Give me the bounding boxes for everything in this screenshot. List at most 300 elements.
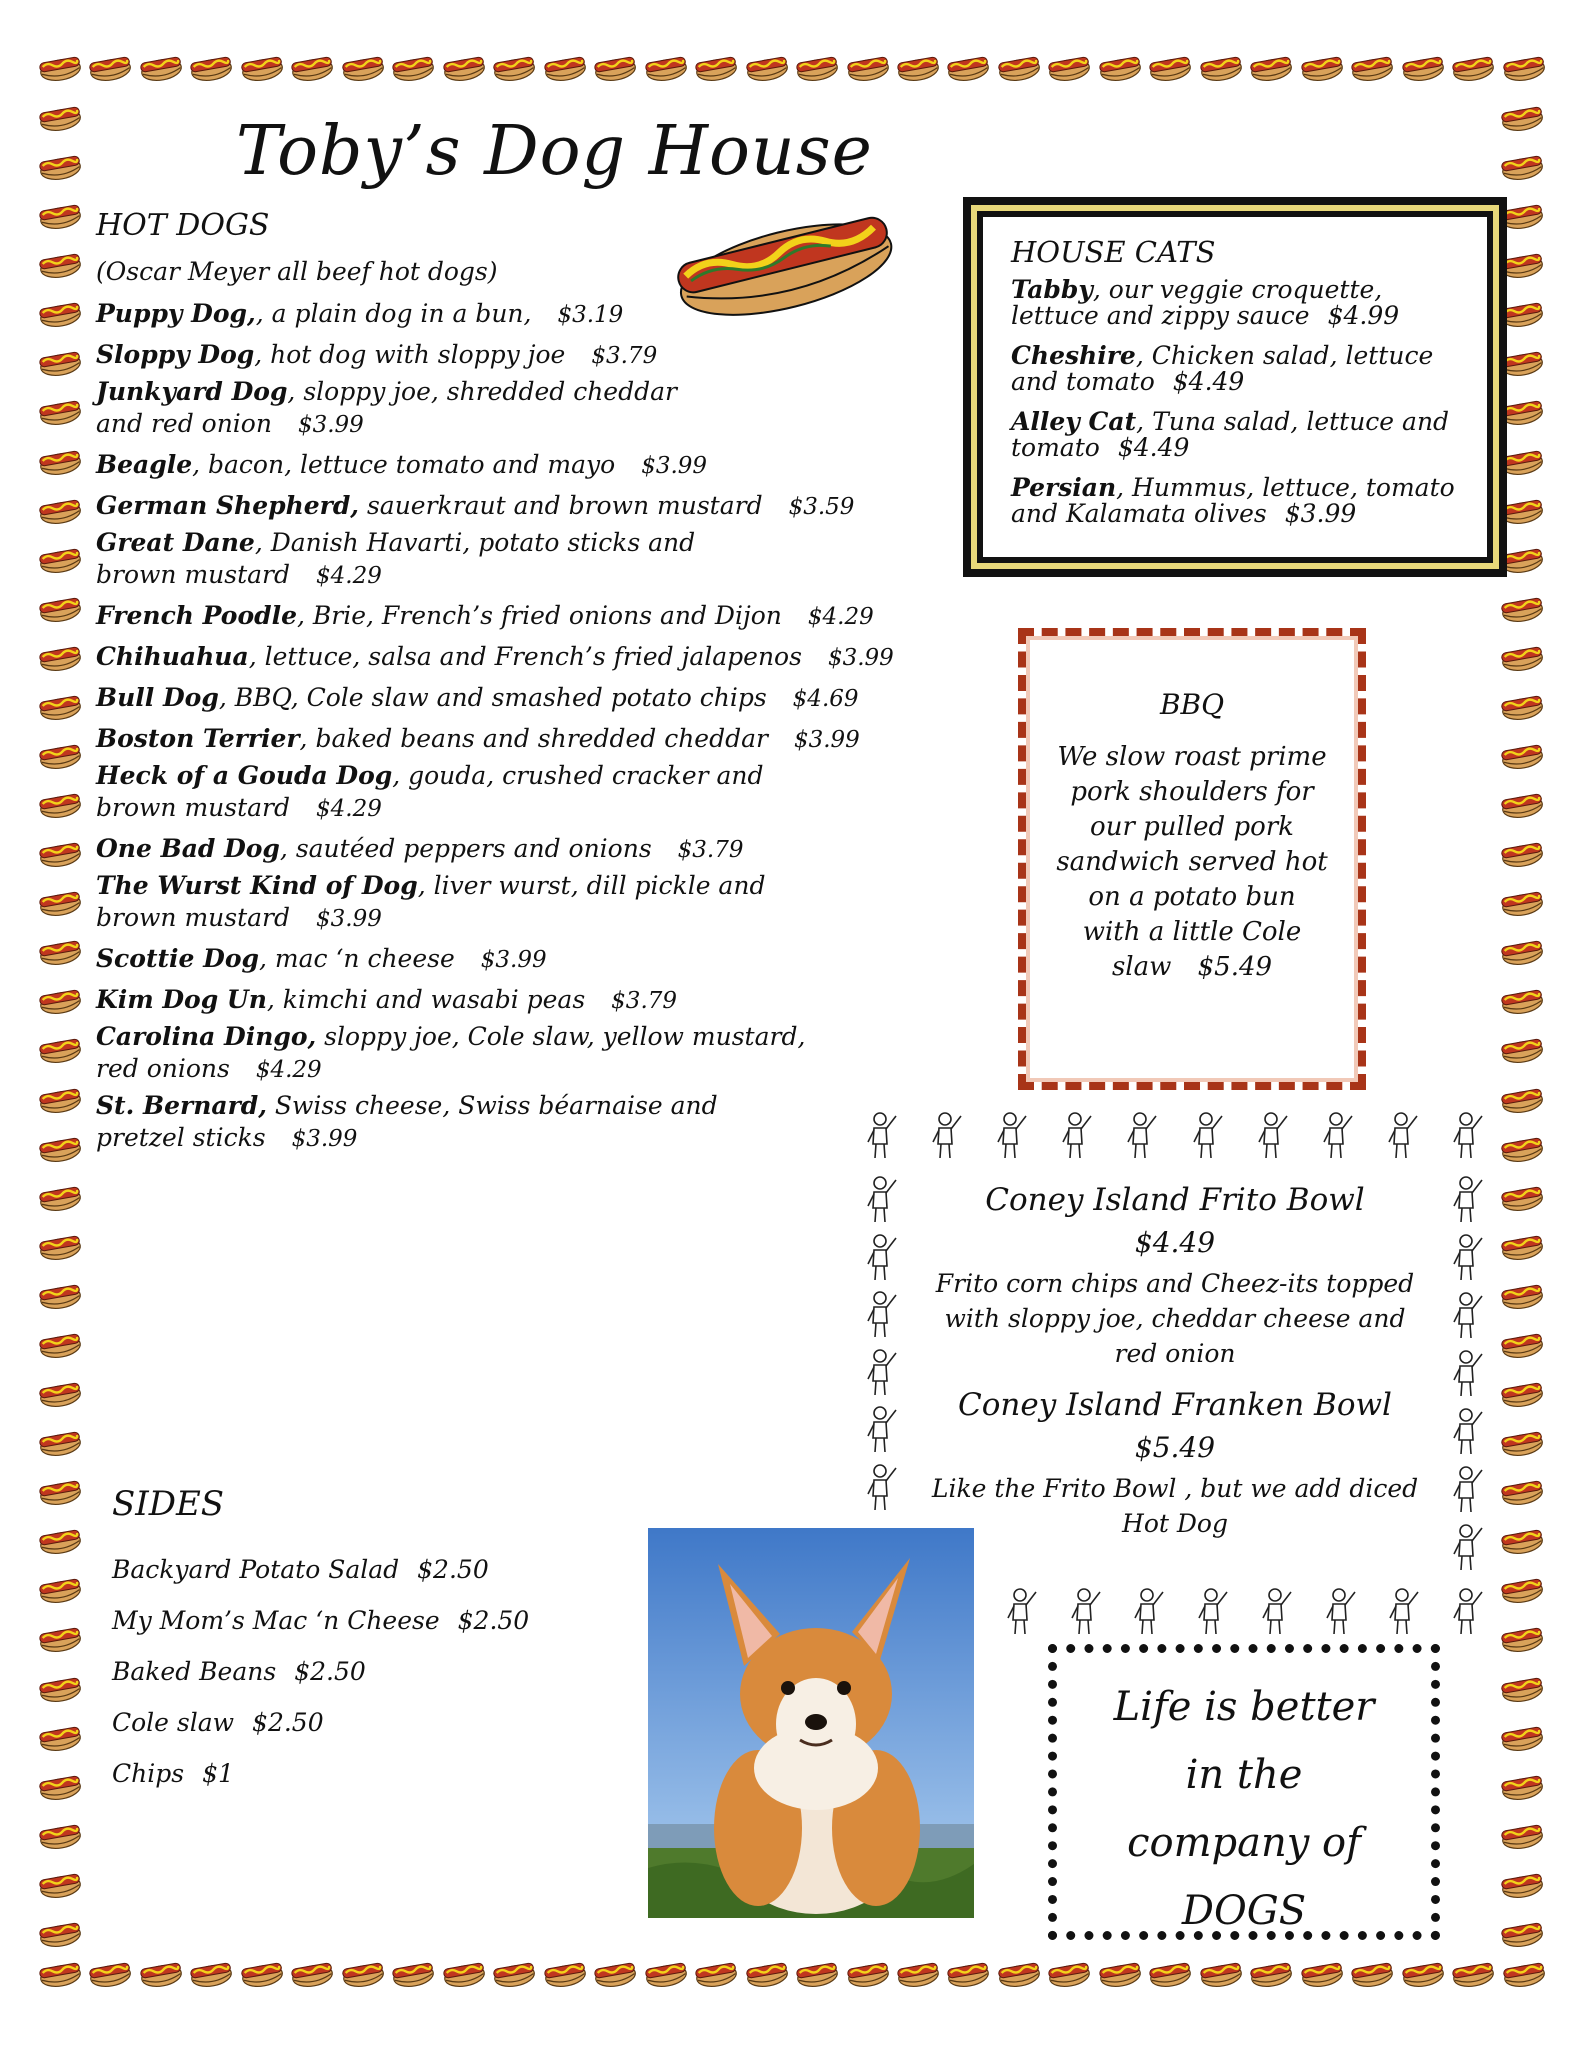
hot-dog-icon [1500,1032,1544,1066]
item-price: $4.29 [255,1057,322,1083]
bowl-description: Frito corn chips and Cheez-its topped with sloppy joe, cheddar cheese and red onion [935,1269,1415,1368]
person-waving-icon [1446,1290,1490,1342]
item-name: St. Bernard, [96,1091,267,1120]
item-name: Junkyard Dog [96,377,288,406]
person-waving-icon [1382,1586,1426,1638]
person-waving-icon [1064,1586,1108,1638]
quote-text [1057,1673,1431,1945]
item-price: $3.99 [793,727,860,753]
side-item [112,1544,632,1595]
hot-dog-icon [492,1956,536,1990]
item-description: , gouda, crushed cracker and [392,761,764,790]
house-cats-heading: HOUSE CATS [1011,235,1216,269]
side-item [112,1697,632,1748]
hot-dog-icon [946,50,990,84]
item-price: $4.29 [316,796,382,822]
hot-dog-icon [38,1131,82,1165]
person-waving-icon [860,1462,904,1514]
hot-dog-icon [391,1956,435,1990]
hot-dog-icon [240,1956,284,1990]
hot-dog-icon [38,1621,82,1655]
item-name: German Shepherd, [96,491,360,520]
item-name: Carolina Dingo, [96,1022,317,1051]
sides-heading: SIDES [112,1484,225,1524]
item-price: $4.99 [1327,301,1400,330]
hot-dog-icon [492,50,536,84]
hot-dog-icon [745,1956,789,1990]
hot-dog-icon [38,493,82,527]
hot-dog-icon [38,983,82,1017]
hot-dog-icon [1300,50,1344,84]
hot-dog-icon [38,1671,82,1705]
item-name: Puppy Dog, [96,299,256,328]
hot-dog-icon [1500,689,1544,723]
hot-dog-item [96,637,956,678]
item-description: , hot dog with sloppy joe [254,340,566,369]
hot-dog-border-bottom [38,1956,1546,1990]
hot-dog-icon [1500,983,1544,1017]
hot-dog-icon [38,1769,82,1803]
person-waving-icon [1446,1406,1490,1458]
hot-dog-icon [1350,1956,1394,1990]
hot-dog-item [96,870,956,935]
hot-dog-icon [38,1180,82,1214]
item-name: Cheshire [1011,341,1136,370]
item-name: The Wurst Kind of Dog [96,871,418,900]
hot-dog-icon [38,296,82,330]
hot-dog-item [96,939,956,980]
hot-dog-icon [1401,50,1445,84]
hot-dog-icon [38,394,82,428]
hot-dog-icon [946,1956,990,1990]
hot-dog-icon [442,1956,486,1990]
item-name: Beagle [96,450,193,479]
corgi-photo [648,1528,974,1918]
hot-dog-item [96,829,956,870]
hot-dog-icon [1500,1180,1544,1214]
item-price: $3.99 [641,453,708,479]
item-name: Tabby [1011,275,1093,304]
hot-dog-icon [38,1867,82,1901]
bbq-price: $5.49 [1197,952,1273,982]
bbq-description [1056,740,1328,985]
item-name: My Mom’s Mac ‘n Cheese [112,1606,440,1635]
hot-dog-item [96,376,956,441]
hot-dog-icon [341,50,385,84]
hot-dog-icon [38,345,82,379]
hot-dogs-section [96,208,956,1159]
hot-dog-icon [38,1032,82,1066]
hot-dog-item [96,596,956,637]
hot-dog-icon [38,1474,82,1508]
hot-dog-icon [1500,1082,1544,1116]
item-description: , sautéed peppers and onions [279,834,652,863]
hot-dog-icon [694,50,738,84]
hot-dog-icon [644,1956,688,1990]
hot-dogs-heading: HOT DOGS [96,208,270,243]
item-price: $3.99 [297,412,364,438]
item-description: , Hummus, lettuce, tomato and Kalamata olives [1011,473,1455,528]
hot-dog-icon [38,934,82,968]
hot-dog-icon [38,444,82,478]
hot-dog-icon [1500,1916,1544,1950]
hot-dog-item [96,719,956,760]
hot-dog-icon [846,1956,890,1990]
person-waving-icon [1446,1348,1490,1400]
hot-dog-icon [1047,50,1091,84]
item-name: Boston Terrier [96,724,300,753]
side-item [112,1748,632,1799]
hot-dog-icon [38,1278,82,1312]
coney-bowls [930,1180,1420,1555]
person-waving-icon [860,1110,904,1162]
person-waving-icon [860,1232,904,1284]
item-price: $2.50 [252,1708,324,1737]
person-border-bottom [1000,1586,1490,1638]
hot-dog-icon [38,1523,82,1557]
bowl-name: Coney Island Franken Bowl [958,1387,1392,1423]
hot-dog-icon [745,50,789,84]
item-name: Baked Beans [112,1657,277,1686]
item-price: $3.79 [677,837,744,863]
hot-dog-icon [1300,1956,1344,1990]
item-name: Kim Dog Un [96,985,267,1014]
item-price: $3.99 [1284,499,1357,528]
person-waving-icon [1381,1110,1425,1162]
bbq-box [1018,628,1366,1090]
item-price: $2.50 [457,1606,530,1635]
hot-dog-icon [38,1956,82,1990]
hot-dog-icon [593,1956,637,1990]
person-waving-icon [860,1404,904,1456]
item-price: $3.99 [316,906,382,932]
item-description: Swiss cheese, Swiss béarnaise and [266,1091,718,1120]
hot-dog-icon [1500,1425,1544,1459]
hot-dog-item [96,760,956,825]
person-waving-icon [1319,1586,1363,1638]
hot-dog-icon [38,1720,82,1754]
item-name: French Poodle [96,601,298,630]
hot-dog-icon [1500,1229,1544,1263]
hot-dog-icon [1500,1818,1544,1852]
hot-dog-icon [694,1956,738,1990]
item-name: One Bad Dog [96,834,280,863]
hot-dog-icon [38,542,82,576]
hot-dog-icon [1500,149,1544,183]
hot-dog-icon [997,50,1041,84]
person-waving-icon [860,1347,904,1399]
hot-dog-icon [1502,50,1546,84]
item-name: Alley Cat [1011,407,1137,436]
person-waving-icon [860,1289,904,1341]
hot-dog-icon [1199,50,1243,84]
bowl-franken [930,1385,1420,1541]
hot-dog-icon [1500,591,1544,625]
hot-dog-icon [644,50,688,84]
item-description: , baked beans and shredded cheddar [299,724,768,753]
house-cats-list [1011,277,1459,527]
hot-dog-icon [38,198,82,232]
quote-line: DOGS [1181,1888,1307,1934]
hot-dog-icon [38,1327,82,1361]
hot-dog-icon [1500,787,1544,821]
person-waving-icon [1446,1174,1490,1226]
hot-dog-icon [896,1956,940,1990]
house-cat-item [1011,343,1459,395]
hot-dog-icon [88,1956,132,1990]
item-price: $3.79 [611,988,678,1014]
hot-dog-icon [38,1376,82,1410]
hot-dog-icon [38,1916,82,1950]
hot-dog-icon [38,1572,82,1606]
hot-dog-item [96,527,956,592]
hot-dog-border-top [38,50,1546,84]
item-name: Scottie Dog [96,944,259,973]
person-waving-icon [1055,1110,1099,1162]
person-waving-icon [1251,1110,1295,1162]
bowl-name: Coney Island Frito Bowl [985,1182,1365,1218]
hot-dog-icon [38,885,82,919]
item-description: , lettuce, salsa and French’s fried jalapenos [248,642,802,671]
hot-dog-icon [1401,1956,1445,1990]
hot-dog-icon [1500,1572,1544,1606]
hot-dog-icon [240,50,284,84]
hot-dog-icon [543,1956,587,1990]
person-waving-icon [1446,1232,1490,1284]
hot-dog-icon [391,50,435,84]
hot-dog-icon [1148,50,1192,84]
item-price: $1 [202,1759,234,1788]
item-description-line2: brown mustard [96,793,290,822]
hot-dog-icon [1500,1720,1544,1754]
hot-dog-icon [38,50,82,84]
bowl-frito [930,1180,1420,1371]
hot-dog-icon [38,1229,82,1263]
hot-dog-item [96,1021,956,1086]
hot-dog-item [96,1090,956,1155]
hot-dog-icon [1500,738,1544,772]
quote-line: Life is better [1113,1684,1375,1730]
hot-dog-icon [189,50,233,84]
quote-box [1048,1644,1440,1940]
hot-dog-icon [896,50,940,84]
item-name: Backyard Potato Salad [112,1555,400,1584]
hot-dog-icon [1500,100,1544,134]
hot-dog-icon [795,50,839,84]
sides-section [112,1484,632,1799]
person-waving-icon [860,1174,904,1226]
hot-dog-icon [1199,1956,1243,1990]
item-price: $4.29 [807,604,874,630]
item-description: , Brie, French’s fried onions and Dijon [297,601,782,630]
hot-dog-icon [1500,1376,1544,1410]
hot-dog-icon [846,50,890,84]
hot-dog-icon [543,50,587,84]
person-border-right [1446,1174,1490,1574]
hot-dog-list [96,294,956,1155]
item-description: , BBQ, Cole slaw and smashed potato chips [218,683,767,712]
bowl-description: Like the Frito Bowl , but we add diced Hot Dog [931,1474,1419,1538]
item-price: $3.19 [557,302,624,328]
hot-dog-icon [38,640,82,674]
hot-dog-icon [593,50,637,84]
person-waving-icon [1186,1110,1230,1162]
hot-dog-icon [38,247,82,281]
person-waving-icon [925,1110,969,1162]
hot-dog-icon [1500,1327,1544,1361]
item-description: , liver wurst, dill pickle and [417,871,766,900]
hot-dogs-note: (Oscar Meyer all beef hot dogs) [96,257,498,286]
hot-dog-icon [1500,1131,1544,1165]
hot-dog-icon [1500,1769,1544,1803]
house-cat-item [1011,409,1459,461]
hot-dog-icon [997,1956,1041,1990]
hot-dog-icon [1500,1867,1544,1901]
hot-dog-icon [1249,1956,1293,1990]
hot-dog-icon [1500,934,1544,968]
hot-dog-icon [290,1956,334,1990]
item-description: , a plain dog in a bun, [255,299,532,328]
item-description: , mac ‘n cheese [259,944,455,973]
item-price: $3.99 [827,645,894,671]
hot-dog-icon [1451,50,1495,84]
hot-dog-icon [38,738,82,772]
hot-dog-icon [38,836,82,870]
hot-dog-icon [38,100,82,134]
item-description-line2: and red onion [96,409,272,438]
hot-dog-item [96,294,956,335]
hot-dog-icon [795,1956,839,1990]
hot-dog-icon [1500,1523,1544,1557]
item-price: $4.49 [1117,433,1190,462]
item-name: Chihuahua [96,642,249,671]
hot-dog-icon [1098,1956,1142,1990]
item-price: $4.49 [1172,367,1245,396]
item-price: $4.69 [792,686,859,712]
person-waving-icon [1000,1586,1044,1638]
hot-dog-item [96,445,956,486]
item-price: $4.29 [316,563,382,589]
hot-dog-item [96,486,956,527]
person-waving-icon [1316,1110,1360,1162]
hot-dog-icon [1451,1956,1495,1990]
item-description: , our veggie croquette, lettuce and zippy sauce [1011,275,1383,330]
hot-dog-icon [290,50,334,84]
item-name: Sloppy Dog [96,340,255,369]
hot-dog-item [96,678,956,719]
person-waving-icon [1446,1586,1490,1638]
item-description-line2: brown mustard [96,903,290,932]
item-description: , bacon, lettuce tomato and mayo [192,450,616,479]
item-description: , Tuna salad, lettuce and tomato [1011,407,1450,462]
item-description: , Chicken salad, lettuce and tomato [1011,341,1434,396]
person-waving-icon [1127,1586,1171,1638]
hot-dog-icon [189,1956,233,1990]
bowl-price: $4.49 [1134,1226,1216,1259]
hot-dog-icon [1500,1278,1544,1312]
bbq-text: We slow roast prime pork shoulders for our pulled pork sandwich served hot on a potato bun with a little Cole slaw [1056,742,1328,982]
item-price: $3.99 [291,1126,358,1152]
item-description: sauerkraut and brown mustard [359,491,763,520]
hot-dog-icon [1350,50,1394,84]
item-price: $3.59 [788,494,855,520]
hot-dog-icon [139,50,183,84]
hot-dog-icon [1148,1956,1192,1990]
item-description: , kimchi and wasabi peas [266,985,586,1014]
sides-list [112,1544,632,1799]
person-border-top [860,1110,1490,1162]
bbq-heading: BBQ [1159,688,1225,721]
person-border-left [860,1174,904,1514]
hot-dog-icon [1500,1474,1544,1508]
item-price: $2.50 [417,1555,489,1584]
person-waving-icon [1255,1586,1299,1638]
item-name: Persian [1011,473,1117,502]
hot-dog-icon [139,1956,183,1990]
item-name: Cole slaw [112,1708,235,1737]
side-item [112,1595,632,1646]
hot-dog-icon [442,50,486,84]
person-waving-icon [1446,1464,1490,1516]
hot-dog-icon [38,591,82,625]
item-description-line2: red onions [96,1054,230,1083]
item-description-line2: pretzel sticks [96,1123,266,1152]
item-price: $3.79 [591,343,658,369]
hot-dog-icon [1249,50,1293,84]
page-title: Toby’s Dog House [236,112,873,191]
quote-line: company of [1127,1820,1361,1866]
item-price: $2.50 [294,1657,366,1686]
hot-dog-icon [1500,1671,1544,1705]
hot-dog-icon [38,1818,82,1852]
hot-dog-icon [1500,1621,1544,1655]
house-cats-box [963,197,1507,577]
hot-dog-icon [38,1082,82,1116]
item-price: $3.99 [480,947,547,973]
hot-dog-icon [38,787,82,821]
hot-dog-icon [1500,836,1544,870]
item-description: , Danish Havarti, potato sticks and [254,528,696,557]
person-waving-icon [1446,1110,1490,1162]
hot-dog-icon [38,689,82,723]
hot-dog-item [96,335,956,376]
item-name: Great Dane [96,528,255,557]
hot-dog-icon [1500,885,1544,919]
item-name: Heck of a Gouda Dog [96,761,393,790]
house-cat-item [1011,475,1459,527]
item-name: Chips [112,1759,185,1788]
house-cats-inner [980,214,1490,560]
quote-line: in the [1185,1752,1303,1798]
bowl-price: $5.49 [1134,1431,1216,1464]
item-description-line2: brown mustard [96,560,290,589]
hot-dog-icon [1047,1956,1091,1990]
hot-dog-icon [341,1956,385,1990]
hot-dog-icon [1500,640,1544,674]
house-cat-item [1011,277,1459,329]
person-waving-icon [1120,1110,1164,1162]
hot-dog-icon [38,1425,82,1459]
hot-dog-icon [1098,50,1142,84]
side-item [112,1646,632,1697]
item-description: sloppy joe, Cole slaw, yellow mustard, [316,1022,806,1051]
person-waving-icon [1191,1586,1235,1638]
hot-dog-icon [88,50,132,84]
item-name: Bull Dog [96,683,219,712]
hot-dog-item [96,980,956,1021]
person-waving-icon [1446,1522,1490,1574]
hot-dog-icon [1502,1956,1546,1990]
